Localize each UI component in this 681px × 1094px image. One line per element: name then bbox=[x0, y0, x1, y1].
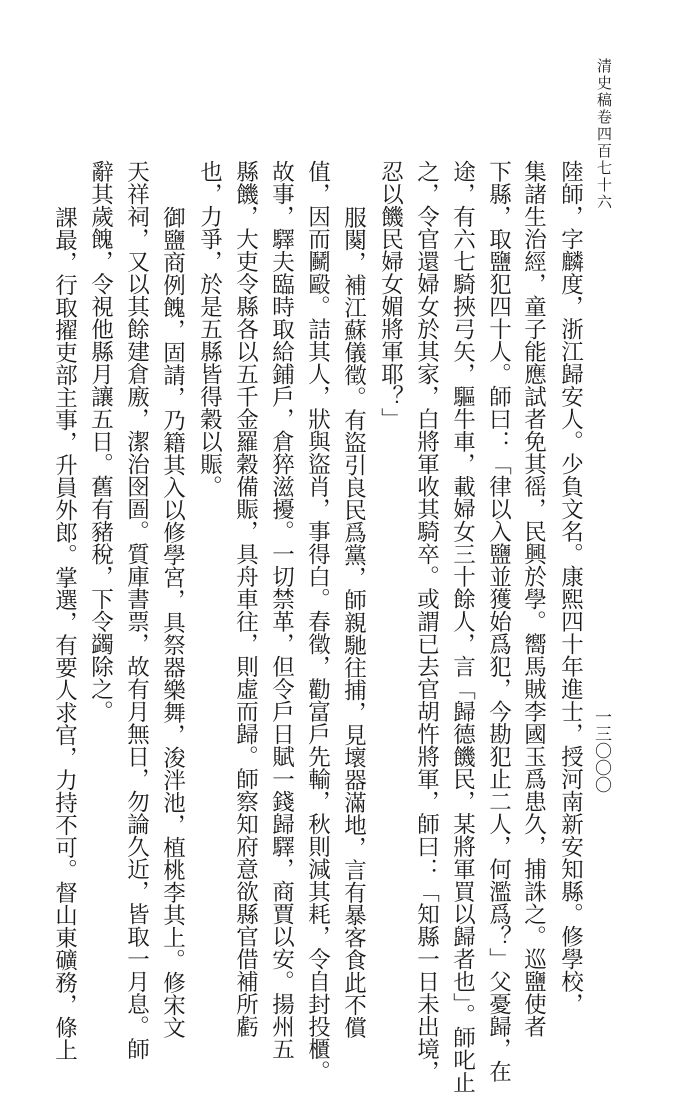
text-column: 課最，行取擢吏部主事，升員外郎。掌選，有要人求官，力持不可。督山東礦務，條上 bbox=[51, 206, 78, 1061]
text-column: 陸師，字麟度，浙江歸安人。少負文名。康熙四十年進士，授河南新安知縣。修學校， bbox=[557, 160, 584, 1015]
text-column: 天祥祠，又以其餘建倉廒，潔治囹圄。質庫書票，故有月無日，勿論久近，皆取一月息。師 bbox=[123, 160, 150, 1060]
page-number: 一三〇〇〇 bbox=[591, 708, 611, 793]
text-column: 辭其歲餽，令視他縣月讓五日。舊有豬稅，下令蠲除之。 bbox=[87, 160, 114, 723]
text-column: 值，因而鬭毆。詰其人，狀與盜肖，事得白。春徵，勸富戶先輸，秋則減其耗，令自封投櫃。 bbox=[304, 160, 331, 1083]
text-column: 故事，驛夫臨時取給鋪戶，倉猝滋擾。一切禁革，但令戶日賦一錢歸驛，商賈以安。揚州五 bbox=[268, 160, 295, 1060]
text-column: 也，力爭，於是五縣皆得穀以賑。 bbox=[196, 160, 223, 498]
text-column: 縣饑，大吏令縣各以五千金羅穀備賑，具舟車往，則虛而歸。師察知府意欲縣官借補所虧 bbox=[232, 160, 259, 1038]
text-column: 集諸生治經，童子能應試者免其徭，民興於學。嚮馬賊李國玉爲患久，捕誅之。巡鹽使者 bbox=[520, 160, 547, 1038]
text-column: 忍以饑民婦女媚將軍耶？」 bbox=[377, 160, 404, 430]
text-column: 御鹽商例餽，固請，乃籍其入以修學宮，具祭器樂舞，浚泮池，植桃李其上。修宋文 bbox=[159, 206, 186, 1039]
text-column: 下縣，取鹽犯四十人。師曰：「律以入鹽並獲始爲犯，今勘犯止二人，何濫爲？」父憂歸，在 bbox=[485, 160, 512, 1083]
text-column: 服闋，補江蘇儀徵。有盜引良民爲黨，師親馳往捕，見壞器滿地，言有暴客食此不償 bbox=[340, 206, 367, 1039]
text-column: 之，令官還婦女於其家，白將軍收其騎卒。或謂已去官胡忤將軍，師曰：「知縣一日未出境， bbox=[413, 160, 440, 1083]
text-column: 途，有六七騎挾弓矢，驅牛車，載婦女三十餘人，言「歸德饑民，某將軍買以歸者也」。師叱止 bbox=[449, 160, 476, 1094]
book-title: 清史稿卷四百七十六 bbox=[595, 58, 613, 211]
